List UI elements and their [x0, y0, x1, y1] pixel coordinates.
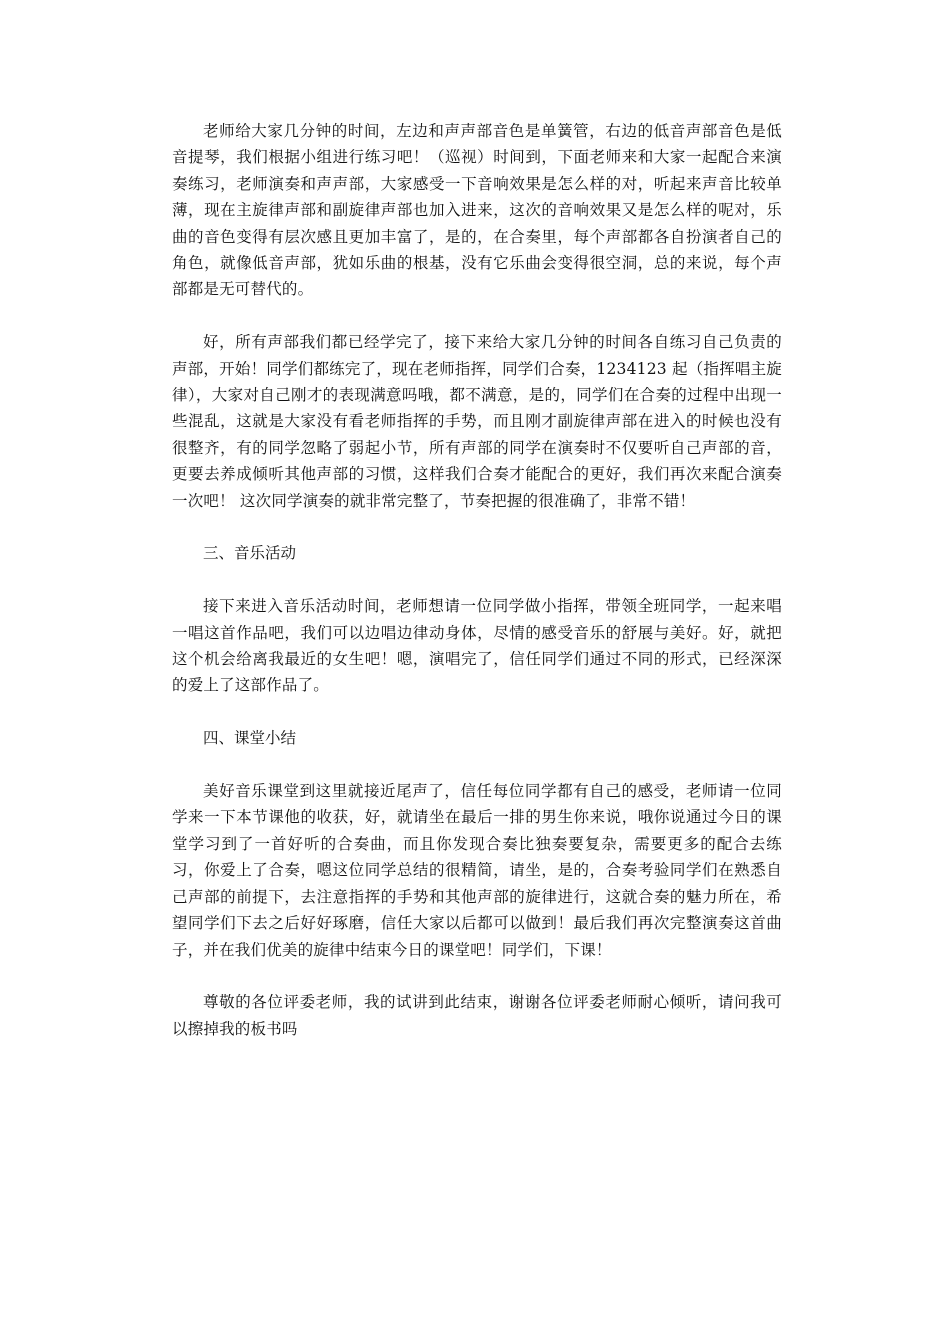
paragraph-gap [172, 567, 782, 593]
document-body [172, 118, 782, 1042]
paragraph-music-activity: 接下来进入音乐活动时间，老师想请一位同学做小指挥，带领全班同学，一起来唱一唱这首作品吧，我们可以边唱边律动身体，尽情的感受音乐的舒展与美好。好，就把这个机会给离我最近的女生吧！嗯，演唱完了，信任同学们通过不同的形式，已经深深的爱上了这部作品了。 [172, 597, 782, 695]
paragraph-ensemble-practice: 老师给大家几分钟的时间，左边和声声部音色是单簧管，右边的低音声部音色是低音提琴，我们根据小组进行练习吧！（巡视）时间到，下面老师来和大家一起配合来演奏练习，老师演奏和声声部，大家感受一下音响效果是怎么样的对，听起来声音比较单薄，现在主旋律声部和副旋律声部也加入进来，这次的音响效果又是怎么样的呢对，乐曲的音色变得有层次感且更加丰富了，是的，在合奏里，每个声部都各自扮演者自己的角色，就像低音声部，犹如乐曲的根基，没有它乐曲会变得很空洞，总的来说，每个声部都是无可替代的。 [172, 122, 782, 299]
paragraph-gap [172, 963, 782, 989]
paragraph-gap [172, 699, 782, 725]
paragraph-gap [172, 752, 782, 778]
paragraph-class-summary: 美好音乐课堂到这里就接近尾声了，信任每位同学都有自己的感受，老师请一位同学来一下本节课他的收获，好，就请坐在最后一排的男生你来说，哦你说通过今日的课堂学习到了一首好听的合奏曲，而且你发现合奏比独奏要复杂，需要更多的配合去练习，你爱上了合奏，嗯这位同学总结的很精简，请坐，是的，合奏考验同学们在熟悉自己声部的前提下，去注意指挥的手势和其他声部的旋律进行，这就合奏的魅力所在，希望同学们下去之后好好琢磨，信任大家以后都可以做到！最后我们再次完整演奏这首曲子，并在我们优美的旋律中结束今日的课堂吧！同学们，下课！ [172, 782, 782, 959]
paragraph-gap [172, 514, 782, 540]
section-heading-music-activity: 三、音乐活动 [203, 544, 297, 563]
paragraph-ensemble-performance: 好，所有声部我们都已经学完了，接下来给大家几分钟的时间各自练习自己负责的声部，开始！同学们都练完了，现在老师指挥，同学们合奏，1234123 起（指挥唱主旋律），大家对自己刚才的表现满意吗哦，都不满意，是的，同学们在合奏的过程中出现一些混乱，这就是大家没有看老师指挥的手势，而且刚才副旋律声部在进入的时候也没有很整齐，有的同学忽略了弱起小节，所有声部的同学在演奏时不仅要听自己声部的音，更要去养成倾听其他声部的习惯，这样我们合奏才能配合的更好，我们再次来配合演奏一次吧！ 这次同学演奏的就非常完整了，节奏把握的很准确了，非常不错！ [172, 333, 782, 510]
paragraph-closing-remarks: 尊敬的各位评委老师，我的试讲到此结束，谢谢各位评委老师耐心倾听，请问我可以擦掉我的板书吗 [172, 993, 782, 1038]
paragraph-gap [172, 303, 782, 329]
section-heading-class-summary: 四、课堂小结 [203, 729, 297, 748]
